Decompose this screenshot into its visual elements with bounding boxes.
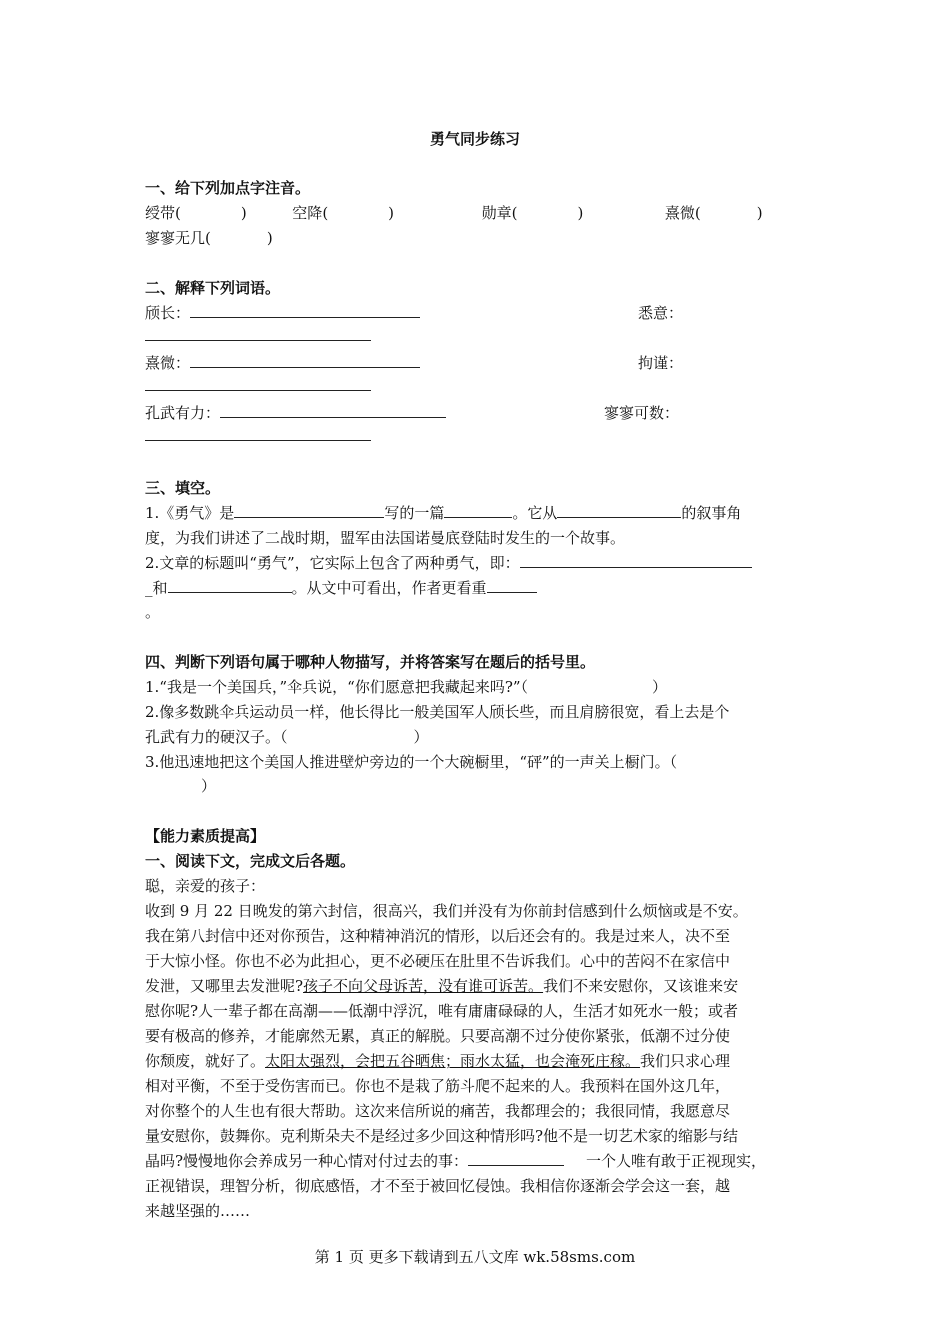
fill-text: 1.《勇气》是 [145,504,235,522]
fill-text: 度，为我们讲述了二战时期，盟军由法国诺曼底登陆时发生的一个故事。 [145,529,626,547]
answer-blank[interactable] [487,578,537,593]
term-row [145,352,420,373]
fill-q2 [145,552,752,573]
section-2-heading: 二、解释下列词语。 [145,279,281,297]
answer-blank[interactable] [520,553,752,568]
term-label: 熹微： [145,354,191,372]
paren-close: ） [413,728,429,746]
answer-blank[interactable] [444,503,512,518]
letter-line [145,975,738,996]
term-row [145,426,371,445]
pinyin-item: 寥寥无几 [145,229,206,247]
section-1-heading: 一、给下列加点字注音。 [145,179,311,197]
pinyin-item: 勋章 [481,204,512,222]
fill-text: 2.文章的标题叫“勇气”，它实际上包含了两种勇气，即： [145,554,520,572]
judge-text: 3.他迅速地把这个美国人推进壁炉旁边的一个大碗橱里，“砰”的一声关上橱门。（ [145,753,678,771]
paren-close: ） [652,678,668,696]
answer-blank[interactable] [145,376,371,391]
pinyin-item: 熹微 [664,204,695,222]
letter-text: 我们不来安慰你，又该谁来安 [543,977,739,995]
section-3-heading: 三、填空。 [145,479,221,497]
fill-text: 写的一篇 [384,504,445,522]
answer-blank[interactable] [145,426,371,441]
underlined-sentence: 孩子不向父母诉苦，没有谁可诉苦。 [303,977,544,995]
fill-q2-cont [145,577,537,598]
page-footer: 第 1 页 更多下载请到五八文库 wk.58sms.com [314,1248,636,1266]
term-label: 孔武有力： [145,404,221,422]
page-title: 勇气同步练习 [429,130,520,148]
fill-text: 。从文中可看出，作者更看重 [291,579,487,597]
term-label: 颀长： [145,304,191,322]
section-4-heading: 四、判断下列语句属于哪种人物描写，并将答案写在题后的括号里。 [145,653,596,671]
pinyin-item: 绶带 [145,204,176,222]
term-row [145,326,371,345]
answer-blank[interactable] [145,326,371,341]
fill-text: 。 [145,603,161,621]
judge-q2-cont [145,726,429,747]
answer-blank[interactable] [234,503,384,518]
letter-line: 慰你呢?人一辈子都在高潮——低潮中浮沉，唯有庸庸碌碌的人，生活才如死水一般；或者 [145,1002,739,1020]
pinyin-item: 空降 [292,204,323,222]
letter-line: 要有极高的修养，才能廓然无累，真正的解脱。只要高潮不过分使你紧张，低潮不过分使 [145,1027,731,1045]
letter-line: 对你整个的人生也有很大帮助。这次来信所说的痛苦，我都理会的；我很同情，我愿意尽 [145,1102,731,1120]
fill-text: _和 [145,579,168,597]
answer-blank[interactable] [220,403,446,418]
reading-heading: 一、阅读下文，完成文后各题。 [145,852,356,870]
judge-text: 1.“我是一个美国兵，”伞兵说，“你们愿意把我藏起来吗?”（ [145,678,529,696]
term-label: 拘谨： [638,354,684,372]
answer-blank[interactable] [190,353,420,368]
pinyin-row-2: 寥寥无几( ) [145,229,273,247]
letter-line: 收到 9 月 22 日晚发的第六封信，很高兴，我们并没有为你前封信感到什么烦恼或是不安。 [145,902,748,920]
term-label: 寥寥可数： [604,404,680,422]
letter-text: 一个人唯有敢于正视现实， [586,1152,767,1170]
judge-text: 2.像多数跳伞兵运动员一样，他长得比一般美国军人颀长些，而且肩膀很宽，看上去是个 [145,703,730,721]
letter-line [145,1050,730,1071]
term-row [145,402,446,423]
answer-blank[interactable] [468,1151,564,1166]
answer-blank[interactable] [190,303,420,318]
pinyin-row-1: 绶带( ) 空降( ) 勋章( ) 熹微( ) [145,204,763,222]
answer-blank[interactable] [557,503,681,518]
term-label: 悉意： [638,304,684,322]
letter-text: 我们只求心理 [640,1052,731,1070]
letter-line [145,1150,766,1171]
term-row [145,376,371,395]
letter-text: 发泄，又哪里去发泄呢? [145,977,304,995]
ability-heading: 【能力素质提高】 [145,827,266,845]
judge-text: 孔武有力的硬汉子。（ [145,728,288,746]
answer-blank[interactable] [168,578,292,593]
letter-line: 我在第八封信中还对你预告，这种精神消沉的情形，以后还会有的。我是过来人，决不至 [145,927,731,945]
letter-line: 量安慰你，鼓舞你。克利斯朵夫不是经过多少回这种情形吗?他不是一切艺术家的缩影与结 [145,1127,739,1145]
term-row [145,302,420,323]
underlined-sentence: 太阳太强烈，会把五谷晒焦；雨水太猛，也会淹死庄稼。 [265,1052,641,1070]
fill-text: 。它从 [512,504,558,522]
letter-greeting: 聪，亲爱的孩子： [145,877,266,895]
fill-text: 的叙事角 [681,504,742,522]
letter-line: 来越坚强的…… [145,1202,251,1220]
letter-text: 晶吗?慢慢地你会养成另一种心情对付过去的事： [145,1152,469,1170]
paren-close: ） [201,777,217,795]
letter-line: 正视错误，理智分析，彻底感悟，才不至于被回忆侵蚀。我相信你逐渐会学会这一套，越 [145,1177,731,1195]
judge-q1 [145,676,667,697]
letter-line: 相对平衡，不至于受伤害而已。你也不是栽了筋斗爬不起来的人。我预料在国外这几年， [145,1077,731,1095]
letter-line: 于大惊小怪。你也不必为此担心，更不必硬压在肚里不告诉我们。心中的苦闷不在家信中 [145,952,731,970]
letter-text: 你颓废，就好了。 [145,1052,266,1070]
fill-q1 [145,502,741,523]
